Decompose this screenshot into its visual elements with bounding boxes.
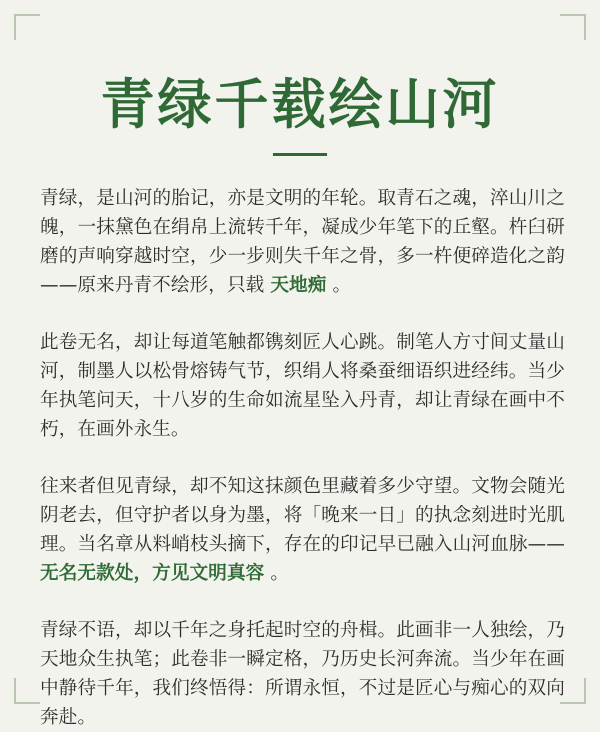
paragraph-1-highlight: 天地痴 <box>270 275 327 296</box>
article-body <box>40 184 565 732</box>
paragraph-1-text: 青绿，是山河的胎记，亦是文明的年轮。取青石之魂，淬山川之魄，一抹黛色在绢帛上流转千年，凝成少年笔下的丘壑。杵臼研磨的声响穿越时空，少一步则失千年之骨，多一杵便碎造化之韵——原来丹青不绘形，只载 <box>40 188 565 296</box>
paragraph-3-highlight: 无名无款处，方见文明真容 <box>40 563 265 584</box>
paragraph-1 <box>40 184 565 300</box>
paragraph-2 <box>40 328 565 444</box>
paragraph-4-text: 青绿不语，却以千年之身托起时空的舟楫。此画非一人独绘，乃天地众生执笔；此卷非一瞬定格，乃历史长河奔流。当少年在画中静待千年，我们终悟得：所谓永恒，不过是匠心与痴心的双向奔赴。 <box>40 620 565 728</box>
paragraph-3-text-end: 。 <box>264 563 290 584</box>
title-underline-divider <box>273 153 327 156</box>
paragraph-1-text-end: 。 <box>326 275 352 296</box>
paragraph-4 <box>40 616 565 732</box>
paragraph-3 <box>40 472 565 588</box>
corner-frame-top-left <box>14 14 40 40</box>
page-title: 青绿千载绘山河 <box>100 73 500 136</box>
corner-frame-top-right <box>560 14 586 40</box>
paragraph-2-text: 此卷无名，却让每道笔触都镌刻匠人心跳。制笔人方寸间丈量山河，制墨人以松骨熔铸气节，织绢人将桑蚕细语织进经纬。当少年执笔问天，十八岁的生命如流星坠入丹青，却让青绿在画中不朽，在画外永生。 <box>40 332 565 440</box>
paragraph-3-text: 往来者但见青绿，却不知这抹颜色里藏着多少守望。文物会随光阴老去，但守护者以身为墨，将「晚来一日」的执念刻进时光肌理。当名章从料峭枝头摘下，存在的印记早已融入山河血脉—— <box>40 476 565 555</box>
corner-frame-bottom-left <box>14 678 40 704</box>
